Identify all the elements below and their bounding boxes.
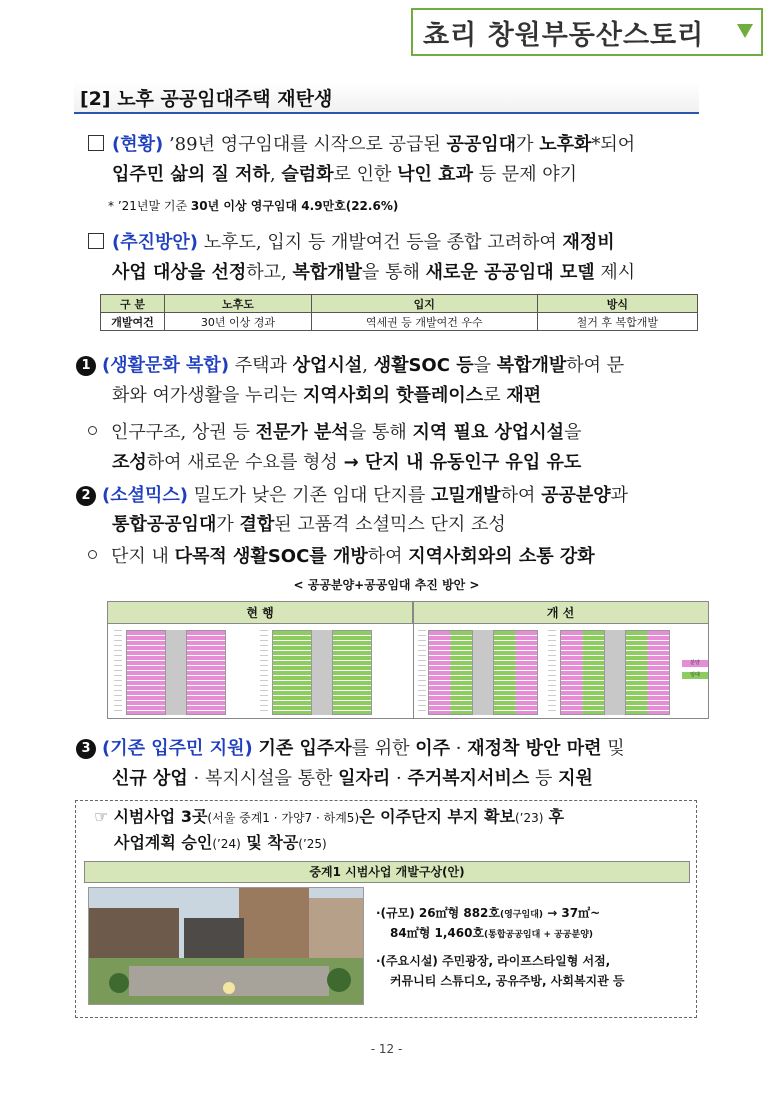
text: · bbox=[390, 768, 408, 789]
section-heading bbox=[74, 82, 699, 114]
floor-scale bbox=[548, 630, 556, 715]
legend-sale: 분양 bbox=[682, 660, 708, 667]
text: 제시 bbox=[594, 262, 636, 283]
text: 하고, bbox=[246, 262, 293, 283]
table-cell: 역세권 등 개발여건 우수 bbox=[311, 313, 537, 331]
bold-text: 조성 bbox=[112, 452, 147, 473]
development-rendering-image bbox=[88, 887, 364, 1005]
small-text: (서울 중계1 · 가양7 · 하계5) bbox=[207, 811, 360, 825]
bold-text: 사업 대상을 선정 bbox=[112, 262, 247, 283]
pilot-line2 bbox=[114, 831, 327, 856]
bold-text: 입주민 삶의 질 저하 bbox=[112, 164, 270, 185]
item3-line1 bbox=[76, 734, 625, 764]
small-text: (영구임대) bbox=[500, 910, 544, 920]
scale-line2 bbox=[390, 923, 700, 945]
bold-text: 주거복지서비스 bbox=[407, 768, 530, 789]
bold-text: 일자리 bbox=[338, 768, 391, 789]
bold-text: 재정비 bbox=[562, 232, 615, 253]
text: 화와 여가생활을 누리는 bbox=[112, 385, 304, 406]
bold-text: 결합 bbox=[239, 514, 275, 535]
text: 을 bbox=[564, 422, 582, 443]
floor-scale bbox=[418, 630, 426, 715]
brand-badge bbox=[411, 8, 763, 56]
sub2-line bbox=[88, 542, 595, 572]
text: 노후도, 입지 등 개발여건 등을 종합 고려하여 bbox=[198, 232, 563, 253]
page-number: - 12 - bbox=[370, 1042, 403, 1056]
text: ·(규모) 26㎡형 882호 bbox=[376, 906, 500, 920]
text: 하여 문 bbox=[566, 355, 625, 376]
table-row bbox=[101, 313, 698, 331]
facilities-line2: 커뮤니티 스튜디오, 공유주방, 사회복지관 등 bbox=[390, 974, 625, 988]
circle-bullet-icon bbox=[88, 426, 97, 435]
building-mixed-1 bbox=[428, 630, 538, 715]
tag-status: (현황) bbox=[112, 134, 164, 155]
table-cell: 개발여건 bbox=[101, 313, 165, 331]
bold-text: 이주 bbox=[415, 738, 451, 759]
bold-text: 노후화 bbox=[539, 134, 592, 155]
table-header-cell: 입지 bbox=[311, 295, 537, 313]
text: 밀도가 낮은 기존 임대 단지를 bbox=[188, 485, 432, 506]
tag-culture: (생활문화 복합) bbox=[102, 355, 230, 376]
bold-text: 통합공공임대 bbox=[112, 514, 217, 535]
number-badge-icon: 1 bbox=[76, 356, 96, 376]
table-header-row bbox=[101, 295, 698, 313]
tag-socialmix: (소셜믹스) bbox=[102, 485, 189, 506]
bold-text: 생활SOC 등 bbox=[373, 355, 474, 376]
bold-text: 신규 상업 bbox=[112, 768, 188, 789]
small-text: (’24) bbox=[212, 837, 241, 851]
text: ’89년 영구임대를 시작으로 공급된 bbox=[163, 134, 447, 155]
number-badge-icon: 3 bbox=[76, 739, 96, 759]
bold-text: 기존 입주자 bbox=[258, 738, 352, 759]
brand-text: 쵸리 창원부동산스토리 bbox=[423, 19, 705, 51]
tag-support: (기존 입주민 지원) bbox=[102, 738, 253, 759]
text: 을 통해 bbox=[348, 422, 413, 443]
bold-text: 후 bbox=[548, 807, 564, 826]
bold-text: 지역사회와의 소통 강화 bbox=[408, 546, 595, 567]
bold-text: 지역 필요 상업시설 bbox=[412, 422, 565, 443]
building-rental bbox=[272, 630, 372, 715]
footnote bbox=[108, 197, 398, 214]
text: 하여 새로운 수요를 형성 bbox=[146, 452, 344, 473]
bold-text: 지원 bbox=[558, 768, 593, 789]
footnote-text: * ’21년말 기준 bbox=[108, 199, 191, 213]
floor-scale bbox=[260, 630, 268, 715]
checkbox-square-icon bbox=[88, 135, 104, 151]
pilot-project-box bbox=[75, 800, 697, 1018]
figure-caption: < 공공분양+공공임대 추진 방안 > bbox=[293, 578, 480, 592]
text: 를 위한 bbox=[351, 738, 416, 759]
bold-text: 및 착공 bbox=[240, 833, 299, 852]
text: 을 bbox=[473, 355, 497, 376]
sub1-line2 bbox=[112, 448, 581, 478]
legend-rental: 임대 bbox=[682, 672, 708, 679]
number-badge-icon: 2 bbox=[76, 486, 96, 506]
figure-head-improved: 개 선 bbox=[413, 602, 708, 624]
item1-line1 bbox=[76, 351, 624, 381]
checkbox-square-icon bbox=[88, 233, 104, 249]
table-header-cell: 노후도 bbox=[165, 295, 312, 313]
bold-text: 시범사업 3곳 bbox=[113, 807, 208, 826]
small-text: (’23) bbox=[514, 811, 544, 825]
bold-text: 공공분양 bbox=[541, 485, 611, 506]
table-cell: 30년 이상 경과 bbox=[165, 313, 312, 331]
table-header-cell: 구 분 bbox=[101, 295, 165, 313]
text: 하여 bbox=[500, 485, 542, 506]
floor-scale bbox=[114, 630, 122, 715]
bold-text: 지역사회의 핫플레이스 bbox=[303, 385, 484, 406]
bold-text: 다목적 생활SOC를 개방 bbox=[174, 546, 368, 567]
table-cell: 철거 후 복합개발 bbox=[537, 313, 697, 331]
plan-paragraph-line1 bbox=[88, 228, 615, 258]
item3-line2 bbox=[112, 764, 593, 794]
bold-text: 낙인 효과 bbox=[397, 164, 473, 185]
text: 84㎡형 1,460호 bbox=[390, 926, 485, 940]
text: 가 bbox=[216, 514, 240, 535]
text: 로 bbox=[483, 385, 507, 406]
text: 하여 bbox=[367, 546, 409, 567]
status-paragraph-line2 bbox=[112, 160, 577, 190]
bold-text: 공공임대 bbox=[446, 134, 517, 155]
bold-text: 사업계획 승인 bbox=[114, 833, 213, 852]
pointing-hand-icon: ☞ bbox=[94, 807, 109, 826]
text: 인구구조, 상권 등 bbox=[111, 422, 256, 443]
rendering-illustration bbox=[89, 888, 364, 1005]
table-header-cell: 방식 bbox=[537, 295, 697, 313]
figure-divider bbox=[413, 602, 414, 718]
bold-text: 재편 bbox=[506, 385, 542, 406]
bold-text: 복합개발 bbox=[292, 262, 363, 283]
bold-text: 전문가 분석 bbox=[255, 422, 349, 443]
comparison-figure bbox=[107, 601, 709, 719]
footnote-bold: 30년 이상 영구임대 4.9만호(22.6%) bbox=[190, 199, 399, 213]
circle-bullet-icon bbox=[88, 550, 97, 559]
text: · bbox=[450, 738, 468, 759]
text: 로 인한 bbox=[333, 164, 398, 185]
item2-line1 bbox=[76, 481, 628, 511]
facilities-line1: ·(주요시설) 주민광장, 라이프스타일형 서점, bbox=[376, 954, 611, 968]
bold-text: 슬럼화 bbox=[281, 164, 334, 185]
sub1-line1 bbox=[88, 418, 581, 448]
text: → 37㎡~ bbox=[543, 906, 601, 920]
text: 주택과 bbox=[229, 355, 293, 376]
pilot-line1 bbox=[94, 805, 564, 830]
item2-line2 bbox=[112, 510, 506, 540]
text: , bbox=[362, 355, 374, 376]
text: · 복지시설을 통한 bbox=[187, 768, 339, 789]
text: 등 bbox=[529, 768, 559, 789]
text: *되어 bbox=[591, 134, 636, 155]
status-paragraph-line1 bbox=[88, 130, 635, 160]
text: 등 문제 야기 bbox=[472, 164, 578, 185]
bold-text: 새로운 공공임대 모델 bbox=[425, 262, 595, 283]
small-text: (’25) bbox=[298, 837, 327, 851]
text: 및 bbox=[601, 738, 625, 759]
tag-plan: (추진방안) bbox=[112, 232, 199, 253]
text: , bbox=[269, 164, 282, 185]
photo-title: 중계1 시범사업 개발구상(안) bbox=[84, 861, 690, 883]
building-sale bbox=[126, 630, 226, 715]
section-title: [2] 노후 공공임대주택 재탄생 bbox=[80, 88, 333, 110]
bold-text: 재정착 방안 마련 bbox=[467, 738, 602, 759]
criteria-table bbox=[100, 294, 698, 331]
text: 된 고품격 소셜믹스 단지 조성 bbox=[274, 514, 506, 535]
small-text: (통합공공임대 + 공공분양) bbox=[484, 930, 594, 940]
bold-text: 고밀개발 bbox=[431, 485, 501, 506]
plan-paragraph-line2 bbox=[112, 258, 635, 288]
scale-line1 bbox=[376, 903, 686, 925]
bold-text: → 단지 내 유동인구 유입 유도 bbox=[343, 452, 582, 473]
bold-text: 은 이주단지 부지 확보 bbox=[359, 807, 515, 826]
text: 단지 내 bbox=[111, 546, 175, 567]
bold-text: 복합개발 bbox=[496, 355, 567, 376]
text: 을 통해 bbox=[362, 262, 426, 283]
text: 가 bbox=[516, 134, 540, 155]
building-mixed-2 bbox=[560, 630, 670, 715]
bold-text: 상업시설 bbox=[292, 355, 363, 376]
triangle-down-icon bbox=[737, 24, 753, 38]
text: 과 bbox=[610, 485, 629, 506]
item1-line2 bbox=[112, 381, 541, 411]
figure-head-current: 현 행 bbox=[108, 602, 413, 624]
